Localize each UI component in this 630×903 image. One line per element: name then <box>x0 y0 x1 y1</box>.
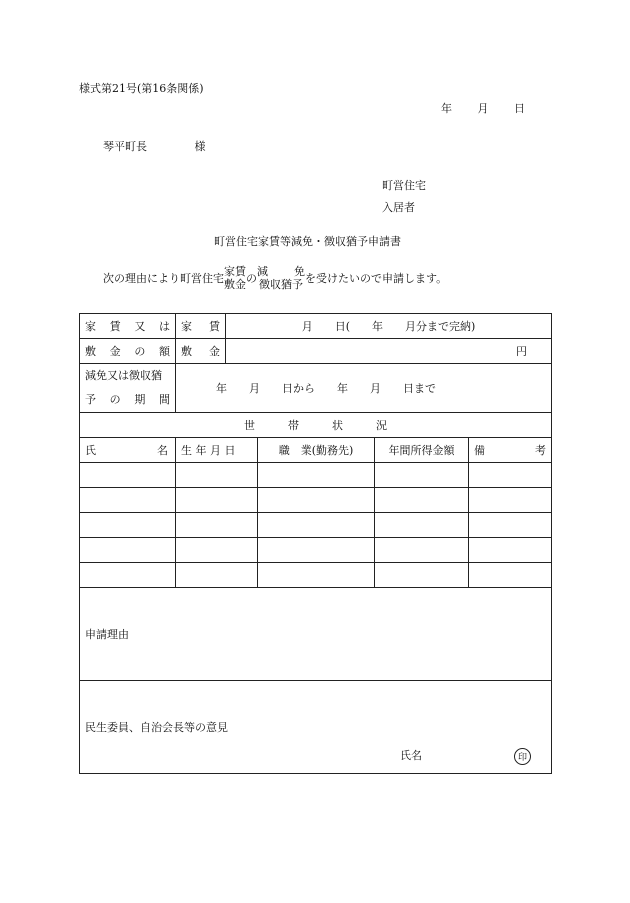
opinion-row <box>80 681 552 774</box>
intro-suffix: を受けたいので申請します。 <box>305 272 448 285</box>
deposit-row <box>80 339 552 364</box>
reason-label: 申請理由 <box>85 628 129 641</box>
signature-label: 氏名 <box>400 749 422 762</box>
household-income-cell[interactable] <box>375 538 469 563</box>
household-row <box>80 538 552 563</box>
document-title: 町営住宅家賃等減免・徴収猶予申請書 <box>214 235 401 248</box>
household-job-cell[interactable] <box>258 538 375 563</box>
opinion-cell[interactable] <box>80 681 552 774</box>
household-note-cell[interactable] <box>469 488 552 513</box>
period-row <box>80 364 552 413</box>
household-birth-cell[interactable] <box>176 513 258 538</box>
rent-paid-through: 月 日( 年 月分まで完納) <box>301 320 476 333</box>
amount-label-cell-2: 敷 金 の 額 <box>80 339 176 364</box>
intro-prefix: 次の理由により町営住宅 <box>103 272 224 285</box>
household-birth-cell[interactable] <box>176 488 258 513</box>
household-row <box>80 513 552 538</box>
household-birth-cell[interactable] <box>176 563 258 588</box>
household-job-cell[interactable] <box>258 563 375 588</box>
deposit-unit: 円 <box>516 345 528 358</box>
option-reduce: 減 <box>257 265 268 278</box>
household-birth-cell[interactable] <box>176 538 258 563</box>
honorific: 様 <box>194 140 206 153</box>
option-deposit: 敷金 <box>224 278 246 291</box>
application-form-table <box>79 313 552 774</box>
amount-label-cell-1: 家 賃 又 は <box>80 314 176 339</box>
household-name-cell[interactable] <box>80 513 176 538</box>
option-deferral: 徴収猶予 <box>259 278 303 291</box>
household-income-cell[interactable] <box>375 488 469 513</box>
col-annual-income: 年間所得金額 <box>375 438 469 463</box>
intro-connector: の <box>246 272 257 285</box>
household-income-cell[interactable] <box>375 513 469 538</box>
date-line <box>441 100 547 116</box>
form-number: 様式第21号(第16条関係) <box>79 82 204 95</box>
household-job-cell[interactable] <box>258 488 375 513</box>
deposit-label-cell: 敷 金 <box>176 339 226 364</box>
household-birth-cell[interactable] <box>176 463 258 488</box>
seal-mark <box>514 748 531 765</box>
household-header-row <box>80 438 552 463</box>
household-name-cell[interactable] <box>80 538 176 563</box>
col-remarks: 備 考 <box>469 438 552 463</box>
applicant-line-1: 町営住宅 <box>382 179 426 192</box>
option-exemption-deferral <box>257 265 305 291</box>
household-name-cell[interactable] <box>80 488 176 513</box>
col-birthdate: 生 年 月 日 <box>176 438 258 463</box>
household-title-row <box>80 413 552 438</box>
opinion-label: 民生委員、自治会長等の意見 <box>85 721 228 734</box>
rent-row <box>80 314 552 339</box>
option-rent: 家賃 <box>224 265 246 278</box>
household-job-cell[interactable] <box>258 513 375 538</box>
period-label-cell: 減免又は徴収猶 予 の 期 間 <box>80 364 176 413</box>
reason-cell[interactable] <box>80 588 552 681</box>
household-row <box>80 563 552 588</box>
household-title: 世 帯 状 況 <box>80 413 552 438</box>
household-note-cell[interactable] <box>469 563 552 588</box>
period-value-cell[interactable] <box>176 364 552 413</box>
household-job-cell[interactable] <box>258 463 375 488</box>
rent-label-cell: 家 賃 <box>176 314 226 339</box>
household-name-cell[interactable] <box>80 563 176 588</box>
rent-value-cell[interactable] <box>226 314 552 339</box>
household-row <box>80 488 552 513</box>
addressee <box>103 138 206 154</box>
household-note-cell[interactable] <box>469 463 552 488</box>
addressee-name: 琴平町長 <box>103 140 147 153</box>
household-income-cell[interactable] <box>375 563 469 588</box>
col-name: 氏 名 <box>80 438 176 463</box>
household-row <box>80 463 552 488</box>
household-note-cell[interactable] <box>469 513 552 538</box>
intro-sentence <box>103 265 447 291</box>
col-occupation: 職 業(勤務先) <box>258 438 375 463</box>
option-exempt: 免 <box>294 265 305 278</box>
option-rent-deposit <box>224 265 246 291</box>
reason-row <box>80 588 552 681</box>
deposit-value-cell[interactable] <box>226 339 552 364</box>
applicant-block <box>382 175 426 219</box>
date-year: 年 <box>441 102 452 115</box>
period-value: 年 月 日から 年 月 日まで <box>216 382 436 395</box>
applicant-line-2: 入居者 <box>382 201 415 214</box>
seal-icon: 印 <box>514 748 531 765</box>
household-income-cell[interactable] <box>375 463 469 488</box>
date-day: 日 <box>514 102 525 115</box>
date-month: 月 <box>477 102 489 115</box>
household-note-cell[interactable] <box>469 538 552 563</box>
household-name-cell[interactable] <box>80 463 176 488</box>
